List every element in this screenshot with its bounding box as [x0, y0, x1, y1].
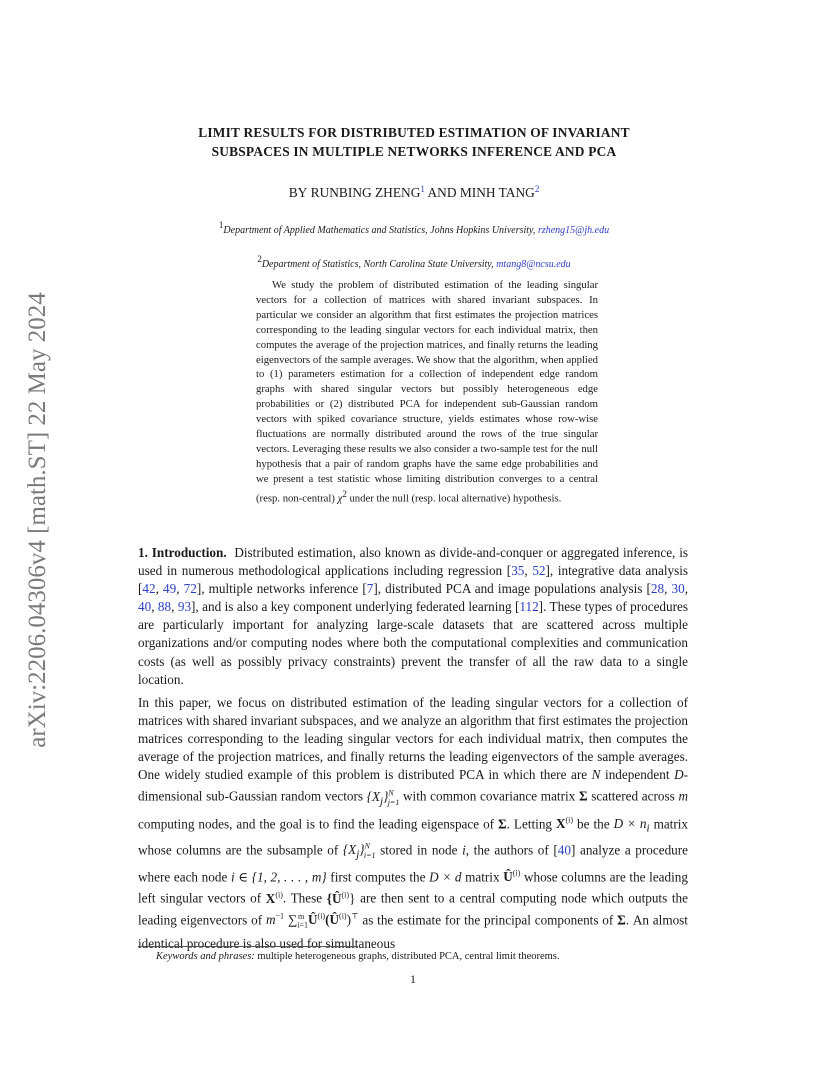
intro-text: ,	[524, 563, 533, 579]
affiliation-2-text: Department of Statistics, North Carolina State University,	[261, 259, 494, 270]
arxiv-identifier-text: arXiv:2206.04306v4 [math.ST] 22 May 2024	[24, 292, 51, 748]
para-text: first computes the	[326, 869, 430, 885]
intro-text: ,	[684, 581, 689, 597]
math-expression: $D \times n_i$	[613, 815, 650, 835]
title-line-1: LIMIT RESULTS FOR DISTRIBUTED ESTIMATION OF INVARIANT	[198, 125, 630, 140]
math-expression: $X^{(i)}$	[265, 890, 283, 906]
intro-text: ,	[176, 581, 184, 597]
citation-link[interactable]: 40	[557, 842, 571, 858]
math-symbol: Σ	[617, 912, 626, 928]
para-text: . These	[282, 890, 327, 906]
para-text: , the authors of [	[465, 842, 558, 858]
para-text: -dimensional sub-Gaussian random vectors	[138, 767, 688, 804]
para-text: In this paper, we focus on distributed estimation of the leading singular vectors for a collection of matrices with shared invariant subspaces, and we analyze an algorithm that first estimates the projection matrices corresponding to the leading singular vectors for each individual matrix, then computes the average of the projection matrices, and finally returns the leading eigenvectors of the sample averages. One widely studied example of this problem is distributed PCA in which there are	[138, 695, 688, 783]
author-conjunction: AND	[427, 185, 457, 200]
intro-text: ]. These types of procedures are particularly important for analyzing large-scale datasets that are scattered across multiple organizations and/or computing nodes where both the computational complexities and communication costs (as well as possibly privacy constraints) prevent the transfer of all the raw data to a single location.	[138, 599, 689, 687]
affiliation-1	[138, 220, 690, 236]
math-expression: $m^{-1}$ $\sum_{i=1}^m$ $Û^{(i)}(Û^{(i)})^⊤$	[265, 911, 359, 930]
abstract	[256, 278, 598, 506]
citation-link[interactable]: 49	[163, 581, 177, 597]
title-line-2: SUBSPACES IN MULTIPLE NETWORKS INFERENCE AND PCA	[211, 144, 617, 159]
para-text: matrix whose columns are the subsample of	[138, 815, 688, 858]
para-text: are then sent to a central computing node which outputs the leading eigenvectors of	[138, 890, 688, 928]
citation-link[interactable]: 30	[671, 581, 685, 597]
affiliation-2	[138, 254, 690, 270]
math-symbol: m	[678, 788, 688, 804]
section-heading-introduction: 1. Introduction.	[138, 545, 227, 560]
math-expression: $Û^{(i)}$	[503, 868, 521, 885]
math-symbol: Σ	[578, 788, 588, 804]
footnote-divider	[138, 946, 358, 947]
para-text: with common covariance matrix	[399, 788, 579, 804]
intro-text: ], and is also a key component underlying federated learning [	[191, 599, 520, 615]
intro-text: ,	[664, 581, 672, 597]
intro-text: ,	[155, 581, 164, 597]
abstract-chi-superscript: 2	[342, 488, 347, 499]
page-number: 1	[410, 972, 416, 986]
citation-link[interactable]: 42	[142, 581, 156, 597]
math-expression: $\{X_j\}^N_{i=1}$	[342, 841, 376, 861]
footnote-keywords	[138, 951, 688, 962]
math-symbol: N	[591, 767, 601, 783]
abstract-text-a: We study the problem of distributed estimation of the leading singular vectors for a collection of matrices with shared invariant subspaces. In particular we consider an algorithm that first estimates the projection matrices corresponding to the leading singular vectors for each individual matrix, then computes the average of the projection matrices, and finally returns the leading eigenvectors of the sample averages. We show that the algorithm, when applied to (1) parameters estimation for a collection of independent edge random graphs with shared singular vectors but possibly heterogeneous edge probabilities or (2) distributed PCA for independent sub-Gaussian random vectors with spiked covariance structure, yields estimates whose row-wise fluctuations are normally distributed around the rows of the true singular vectors. Leveraging these results we also consider a two-sample test for the null hypothesis that a pair of random graphs have the same edge probabilities and we present a test statistic whose limiting distribution converges to a central (resp. non-central)	[256, 279, 598, 505]
intro-text: ], multiple networks inference [	[196, 581, 367, 597]
intro-text: ], distributed PCA and image populations analysis [	[373, 581, 651, 597]
math-symbol: i	[462, 842, 466, 858]
intro-text: ,	[171, 599, 178, 615]
abstract-chi-symbol: χ	[337, 492, 343, 505]
affiliation-2-email-link[interactable]: mtang8@ncsu.edu	[496, 259, 571, 270]
citation-link[interactable]: 112	[519, 599, 539, 615]
para-text: whose columns are the leading left singular vectors of	[138, 869, 688, 906]
intro-text: Distributed estimation, also known as divide-and-conquer or aggregated inference, is used in numerous methodological applications including regression [	[138, 545, 688, 579]
introduction-paragraph	[138, 544, 688, 689]
citation-link[interactable]: 7	[366, 581, 374, 597]
para-text: computing nodes, and the goal is to find the leading eigenspace of	[138, 815, 499, 831]
para-text: as the estimate for the principal components of	[358, 912, 618, 928]
paper-title	[138, 123, 690, 161]
author-prefix: BY	[288, 185, 308, 200]
math-expression: D × d	[429, 869, 462, 885]
affiliation-1-text: Department of Applied Mathematics and Statistics, Johns Hopkins University,	[223, 225, 536, 236]
keywords-text: multiple heterogeneous graphs, distributed PCA, central limit theorems.	[254, 951, 560, 962]
affiliation-1-email-link[interactable]: rzheng15@jh.edu	[537, 225, 610, 236]
para-text: scattered across	[587, 788, 679, 804]
citation-link[interactable]: 40	[138, 599, 152, 615]
para-text: stored in node	[375, 842, 463, 858]
citation-link[interactable]: 35	[511, 563, 525, 579]
citation-link[interactable]: 72	[183, 581, 197, 597]
abstract-text-b: under the null (resp. local alternative) hypothesis.	[346, 492, 562, 505]
math-expression: $X^{(i)}$	[555, 815, 574, 831]
math-symbol: Σ	[498, 815, 507, 831]
author-1-name: RUNBING ZHENG	[310, 185, 421, 200]
intro-text: ], integrative data analysis [	[138, 563, 689, 597]
citation-link[interactable]: 28	[650, 581, 665, 597]
keywords-label: Keywords and phrases:	[156, 951, 255, 962]
para-text: . Letting	[506, 815, 556, 831]
citation-link[interactable]: 88	[157, 599, 172, 615]
affiliation-1-mark: 1	[218, 220, 224, 230]
author-line	[138, 184, 690, 201]
math-symbol: D	[674, 767, 684, 783]
math-expression: $\{Û^{(i)}\}$	[326, 890, 356, 906]
arxiv-identifier-stamp	[16, 240, 60, 800]
para-text: be the	[573, 815, 614, 831]
para-text: . An almost identical procedure is also used for simultaneous	[138, 912, 688, 951]
para-text: matrix	[461, 869, 504, 885]
author-2-name: MINH TANG	[459, 185, 535, 200]
para-text: independent	[600, 767, 675, 783]
second-paragraph	[138, 694, 688, 953]
author-2-affiliation-mark[interactable]: 2	[534, 184, 540, 194]
author-1-affiliation-mark[interactable]: 1	[420, 184, 425, 194]
math-expression: $\{X_j\}^N_{j=1}$	[366, 788, 400, 808]
intro-text: ,	[151, 599, 158, 615]
citation-link[interactable]: 93	[177, 599, 192, 615]
affiliation-2-mark: 2	[257, 254, 262, 264]
para-text: ] analyze a procedure where each node	[138, 842, 689, 885]
citation-link[interactable]: 52	[532, 563, 546, 579]
math-expression: i ∈ {1, 2, . . . , m}	[230, 869, 327, 885]
